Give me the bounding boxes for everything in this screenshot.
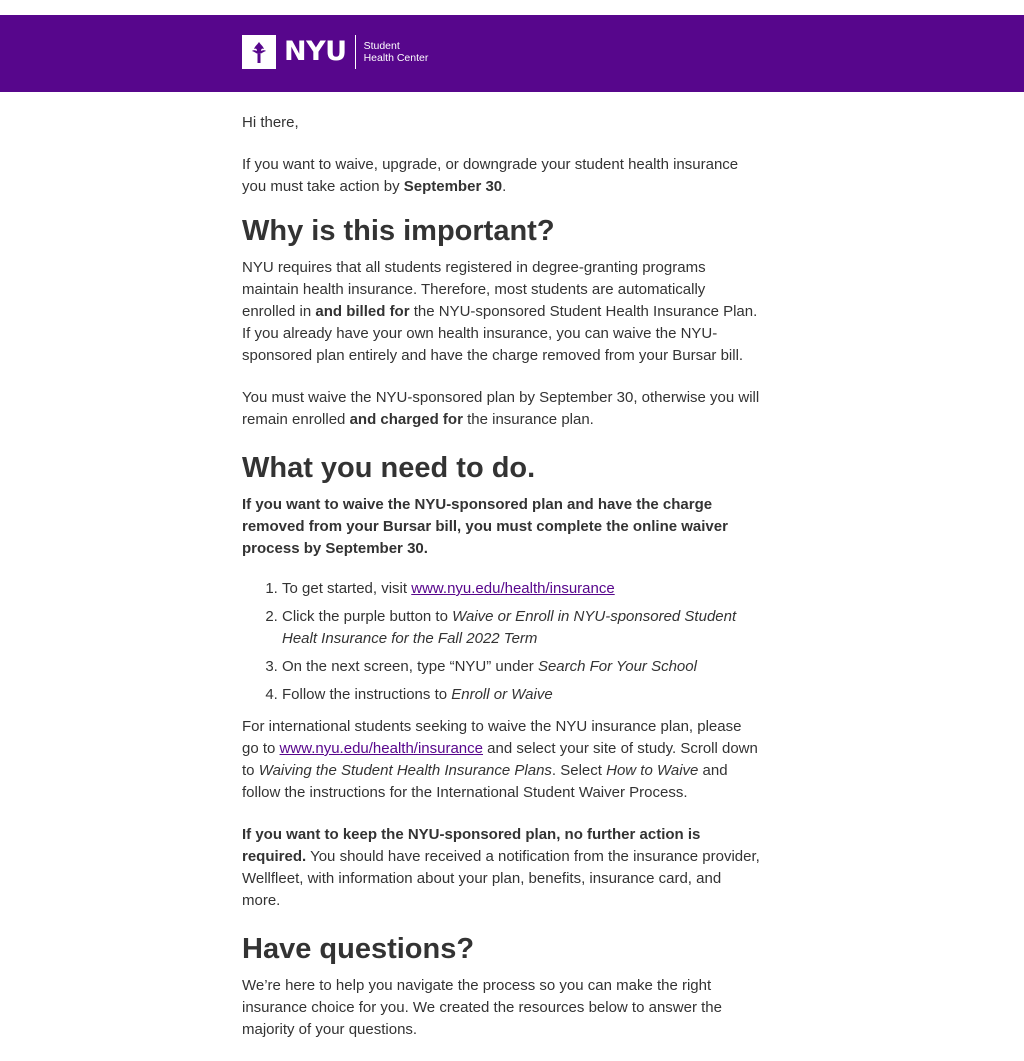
waive-intro-bold: If you want to waive the NYU-sponsored plan and have the charge removed from your Bursar bill, you must complete the online waiver process by September 30. (242, 496, 728, 557)
insurance-link-international[interactable]: www.nyu.edu/health/insurance (279, 740, 483, 757)
deadline-date: September 30 (403, 178, 503, 195)
heading-what-to-do: What you need to do. (242, 452, 536, 484)
intro-text-end: . (502, 178, 507, 195)
list-item (282, 684, 762, 706)
heading-have-questions: Have questions? (242, 933, 475, 965)
step-emphasis: Search For Your School (537, 658, 697, 675)
greeting: Hi there, (242, 114, 299, 131)
waive-instructions-intro (242, 494, 762, 560)
intro-text: If you want to waive, upgrade, or downgrade your student health insurance you must take action by (242, 156, 739, 195)
torch-icon (242, 35, 276, 69)
heading-why-important: Why is this important? (242, 215, 555, 247)
why-bold: and billed for (315, 303, 410, 320)
keep-plan-text: You should have received a notification from the insurance provider, Wellfleet, with information about your plan, benefits, insurance card, and more. (242, 848, 760, 909)
intl-text: For international students seeking to waive the NYU insurance plan, please go to (242, 718, 742, 757)
insurance-link[interactable]: www.nyu.edu/health/insurance (411, 580, 615, 597)
intl-text-end: and follow the instructions for the International Student Waiver Process. (242, 762, 728, 801)
step-text: To get started, visit (282, 580, 412, 597)
list-item (282, 578, 762, 600)
why-text: NYU requires that all students registered in degree-granting programs maintain health insurance. Therefore, most students are automatically enrolled in (242, 259, 706, 320)
questions-paragraph: We’re here to help you navigate the process so you can make the right insurance choice for you. We created the resources below to answer the majority of your questions. (242, 977, 722, 1038)
why-paragraph-2 (242, 387, 762, 431)
email-body (242, 112, 762, 1061)
international-students-paragraph (242, 716, 762, 804)
logo-divider (355, 35, 356, 69)
waive-text-cont: the insurance plan. (462, 411, 594, 428)
keep-plan-bold: If you want to keep the NYU-sponsored plan, no further action is required. (242, 826, 701, 865)
list-item (282, 606, 762, 650)
step-text: Click the purple button to (282, 608, 453, 625)
why-text-cont: the NYU-sponsored Student Health Insurance Plan. If you already have your own health insurance, you can waive the NYU-sponsored plan entirely and have the charge removed from your Bursar bill. (242, 303, 758, 364)
intl-emphasis-1: Waiving the Student Health Insurance Plans (258, 762, 552, 779)
keep-plan-paragraph (242, 824, 762, 912)
email-header-banner (0, 15, 1024, 92)
nyu-student-health-center-logo[interactable] (242, 35, 428, 69)
why-paragraph-1 (242, 257, 762, 367)
step-text: On the next screen, type “NYU” under (282, 658, 538, 675)
intl-text-cont: and select your site of study. Scroll down to (242, 740, 758, 779)
step-text: Follow the instructions to (282, 686, 452, 703)
list-item (282, 656, 762, 678)
waive-bold: and charged for (349, 411, 463, 428)
step-emphasis: Enroll or Waive (451, 686, 553, 703)
subbrand-line-2: Health Center (363, 52, 429, 64)
intl-emphasis-2: How to Waive (606, 762, 699, 779)
subbrand-line-1: Student (363, 40, 400, 52)
subbrand-text (364, 40, 429, 64)
nyu-wordmark: NYU (284, 36, 347, 67)
top-spacer (0, 0, 1024, 15)
waive-text: You must waive the NYU-sponsored plan by September 30, otherwise you will remain enrolled (242, 389, 760, 428)
step-emphasis: Waive or Enroll in NYU-sponsored Student Healt Insurance for the Fall 2022 Term (282, 608, 737, 647)
intro-paragraph (242, 154, 762, 198)
intl-text-cont-2: . Select (551, 762, 607, 779)
waiver-steps-list (242, 578, 762, 706)
